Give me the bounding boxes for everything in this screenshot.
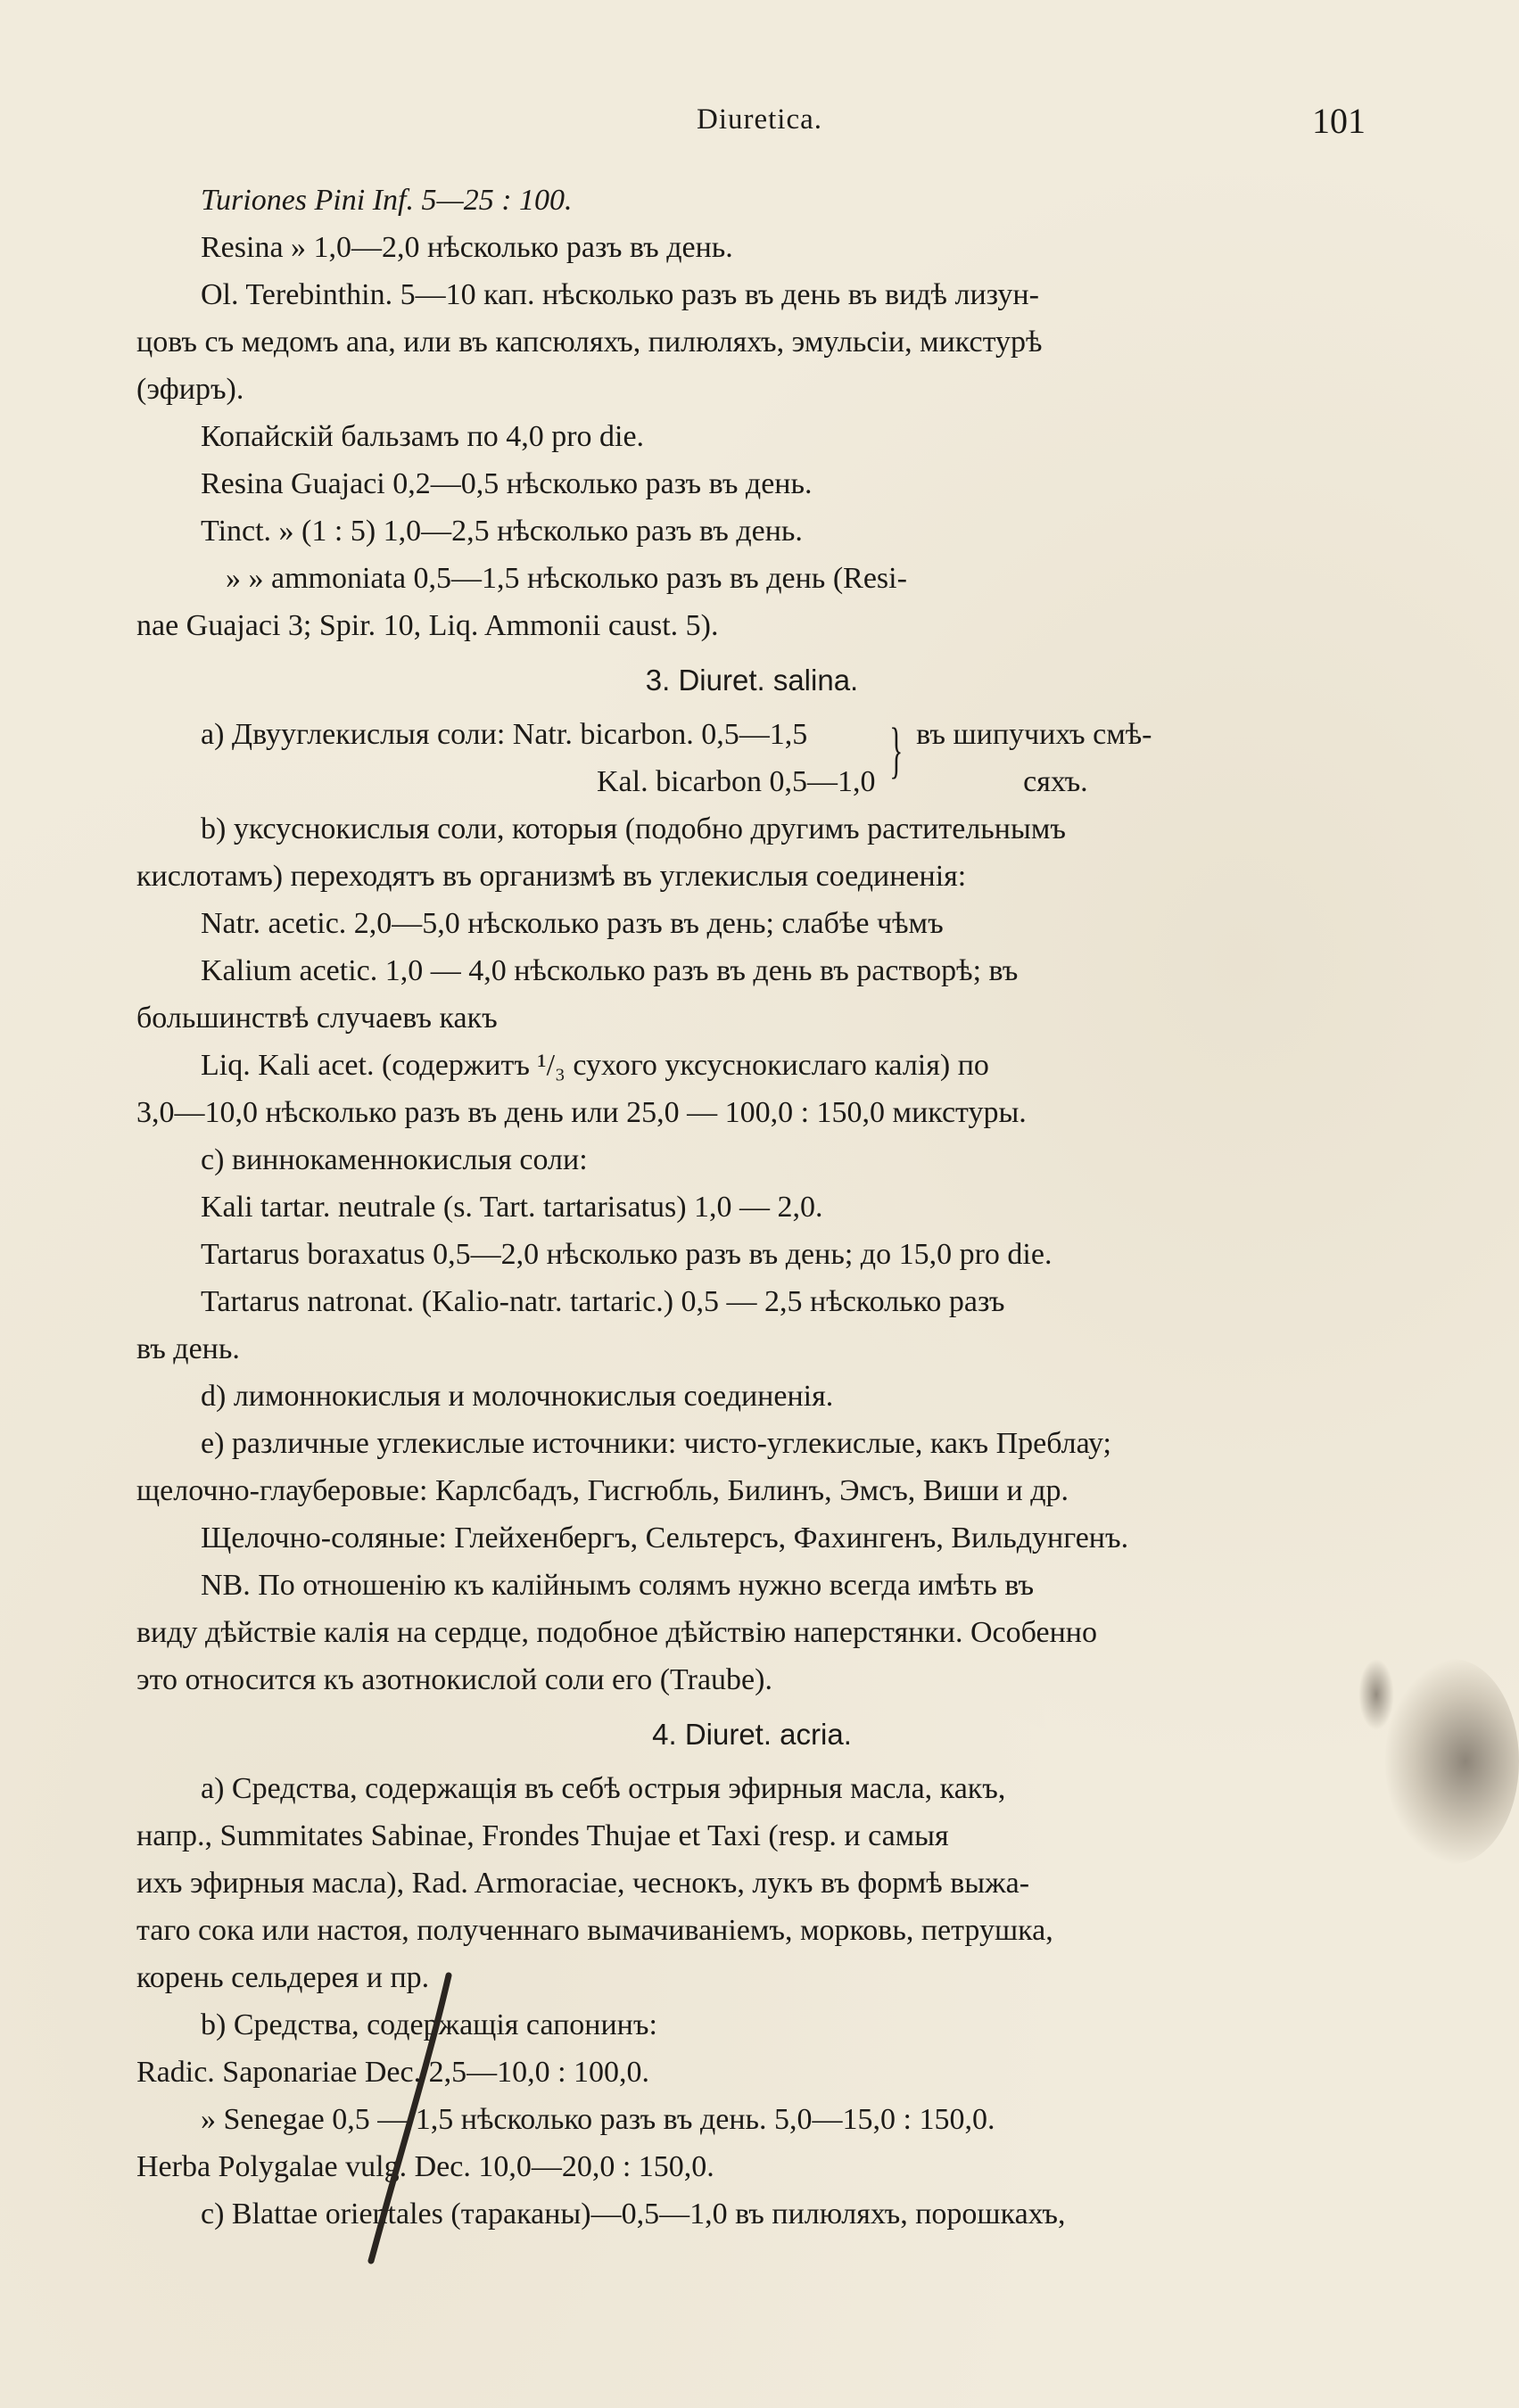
pen-stroke-mark [364, 1971, 462, 2265]
text-line: кислотамъ) переходятъ въ организмѣ въ углекислыя соединенія: [136, 860, 967, 893]
running-head: Diuretica. [696, 103, 823, 136]
text-line: Ol. Terebinthin. 5—10 кап. нѣсколько разъ въ день въ видѣ лизун- [201, 278, 1039, 311]
text-line: виду дѣйствіе калія на сердце, подобное дѣйствію наперстянки. Особенно [136, 1616, 1097, 1649]
text-line: » Senegae 0,5 — 1,5 нѣсколько разъ въ день. 5,0—15,0 : 150,0. [201, 2103, 995, 2136]
text-line: щелочно-глауберовые: Карлсбадъ, Гисгюбль, Билинъ, Эмсъ, Виши и др. [136, 1474, 1069, 1507]
text-line: Копайскій бальзамъ по 4,0 pro die. [201, 420, 645, 453]
page-header [0, 100, 1519, 144]
text-line: b) Средства, содержащія сапонинъ: [201, 2008, 657, 2041]
text-line: Liq. Kali acet. (содержитъ ¹/₃ сухого уксуснокислаго калія) по [201, 1049, 989, 1082]
text-line: Natr. acetic. 2,0—5,0 нѣсколько разъ въ день; слабѣе чѣмъ [201, 907, 944, 940]
text-line: таго сока или настоя, полученнаго вымачиваніемъ, морковь, петрушка, [136, 1914, 1053, 1947]
text-line: d) лимоннокислыя и молочнокислыя соединенія. [201, 1380, 834, 1413]
text-line: a) Двууглекислыя соли: Natr. bicarbon. 0,5—1,5 [201, 718, 808, 751]
text-line: Kalium acetic. 1,0 — 4,0 нѣсколько разъ въ день въ растворѣ; въ [201, 954, 1019, 987]
text-line: Resina Guajaci 0,2—0,5 нѣсколько разъ въ день. [201, 467, 813, 500]
text-line: nae Guajaci 3; Spir. 10, Liq. Ammonii caust. 5). [136, 609, 719, 642]
text-line: Herba Polygalae vulg. Dec. 10,0—20,0 : 150,0. [136, 2150, 714, 2183]
section-heading: 4. Diuret. acria. [652, 1718, 852, 1751]
text-line: c) виннокаменнокислыя соли: [201, 1143, 588, 1176]
text-line: » » ammoniata 0,5—1,5 нѣсколько разъ въ день (Resi- [226, 562, 907, 595]
bicarbonate-block [136, 711, 1367, 805]
section-heading: 3. Diuret. salina. [645, 664, 859, 697]
text-line: въ шипучихъ смѣ- [916, 718, 1152, 751]
text-line: въ день. [136, 1332, 240, 1365]
text-line: корень сельдерея и пр. [136, 1961, 430, 1994]
text-line: большинствѣ случаевъ какъ [136, 1002, 498, 1035]
text-line: Resina » 1,0—2,0 нѣсколько разъ въ день. [201, 231, 733, 264]
text-line: Щелочно-соляные: Глейхенбергъ, Сельтерсъ, Фахингенъ, Вильдунгенъ. [201, 1521, 1129, 1554]
text-line: c) Blattae orientales (тараканы)—0,5—1,0 въ пилюляхъ, порошкахъ, [201, 2198, 1066, 2231]
text-line: b) уксуснокислыя соли, которыя (подобно другимъ растительнымъ [201, 812, 1066, 845]
ink-stain [1385, 1659, 1519, 1864]
text-line: напр., Summitates Sabinae, Frondes Thujae et Taxi (resp. и самыя [136, 1819, 949, 1852]
text-line: e) различные углекислые источники: чисто-углекислые, какъ Преблау; [201, 1427, 1111, 1460]
text-line: Tartarus boraxatus 0,5—2,0 нѣсколько разъ въ день; до 15,0 pro die. [201, 1238, 1053, 1271]
text-line: Radic. Saponariae Dec. 2,5—10,0 : 100,0. [136, 2056, 650, 2089]
text-line: ихъ эфирныя масла), Rad. Armoraciae, чеснокъ, лукъ въ формѣ выжа- [136, 1867, 1030, 1900]
text-line: Tartarus natronat. (Kalio-natr. tartaric.) 0,5 — 2,5 нѣсколько разъ [201, 1285, 1005, 1318]
text-line: Kali tartar. neutrale (s. Tart. tartarisatus) 1,0 — 2,0. [201, 1191, 823, 1224]
text-line: Turiones Pini Inf. 5—25 : 100. [201, 184, 573, 217]
page-number: 101 [1312, 101, 1366, 141]
bicarbonate-right [916, 711, 1152, 805]
brace-symbol: } [888, 716, 903, 785]
bicarbonate-left [136, 711, 876, 805]
page-body [136, 177, 1367, 2238]
text-line: цовъ съ медомъ ana, или въ капсюляхъ, пилюляхъ, эмульсіи, микстурѣ [136, 326, 1043, 359]
text-line: это относится къ азотнокислой соли его (Traube). [136, 1663, 772, 1696]
text-line: a) Средства, содержащія въ себѣ острыя эфирныя масла, какъ, [201, 1772, 1006, 1805]
text-line: Kal. bicarbon 0,5—1,0 [597, 765, 876, 798]
text-line: Tinct. » (1 : 5) 1,0—2,5 нѣсколько разъ въ день. [201, 515, 803, 548]
text-line: NB. По отношенію къ калійнымъ солямъ нужно всегда имѣть въ [201, 1569, 1035, 1602]
text-line: 3,0—10,0 нѣсколько разъ въ день или 25,0 — 100,0 : 150,0 микстуры. [136, 1096, 1027, 1129]
text-line: сяхъ. [1023, 765, 1088, 798]
text-line: (эфиръ). [136, 373, 244, 406]
